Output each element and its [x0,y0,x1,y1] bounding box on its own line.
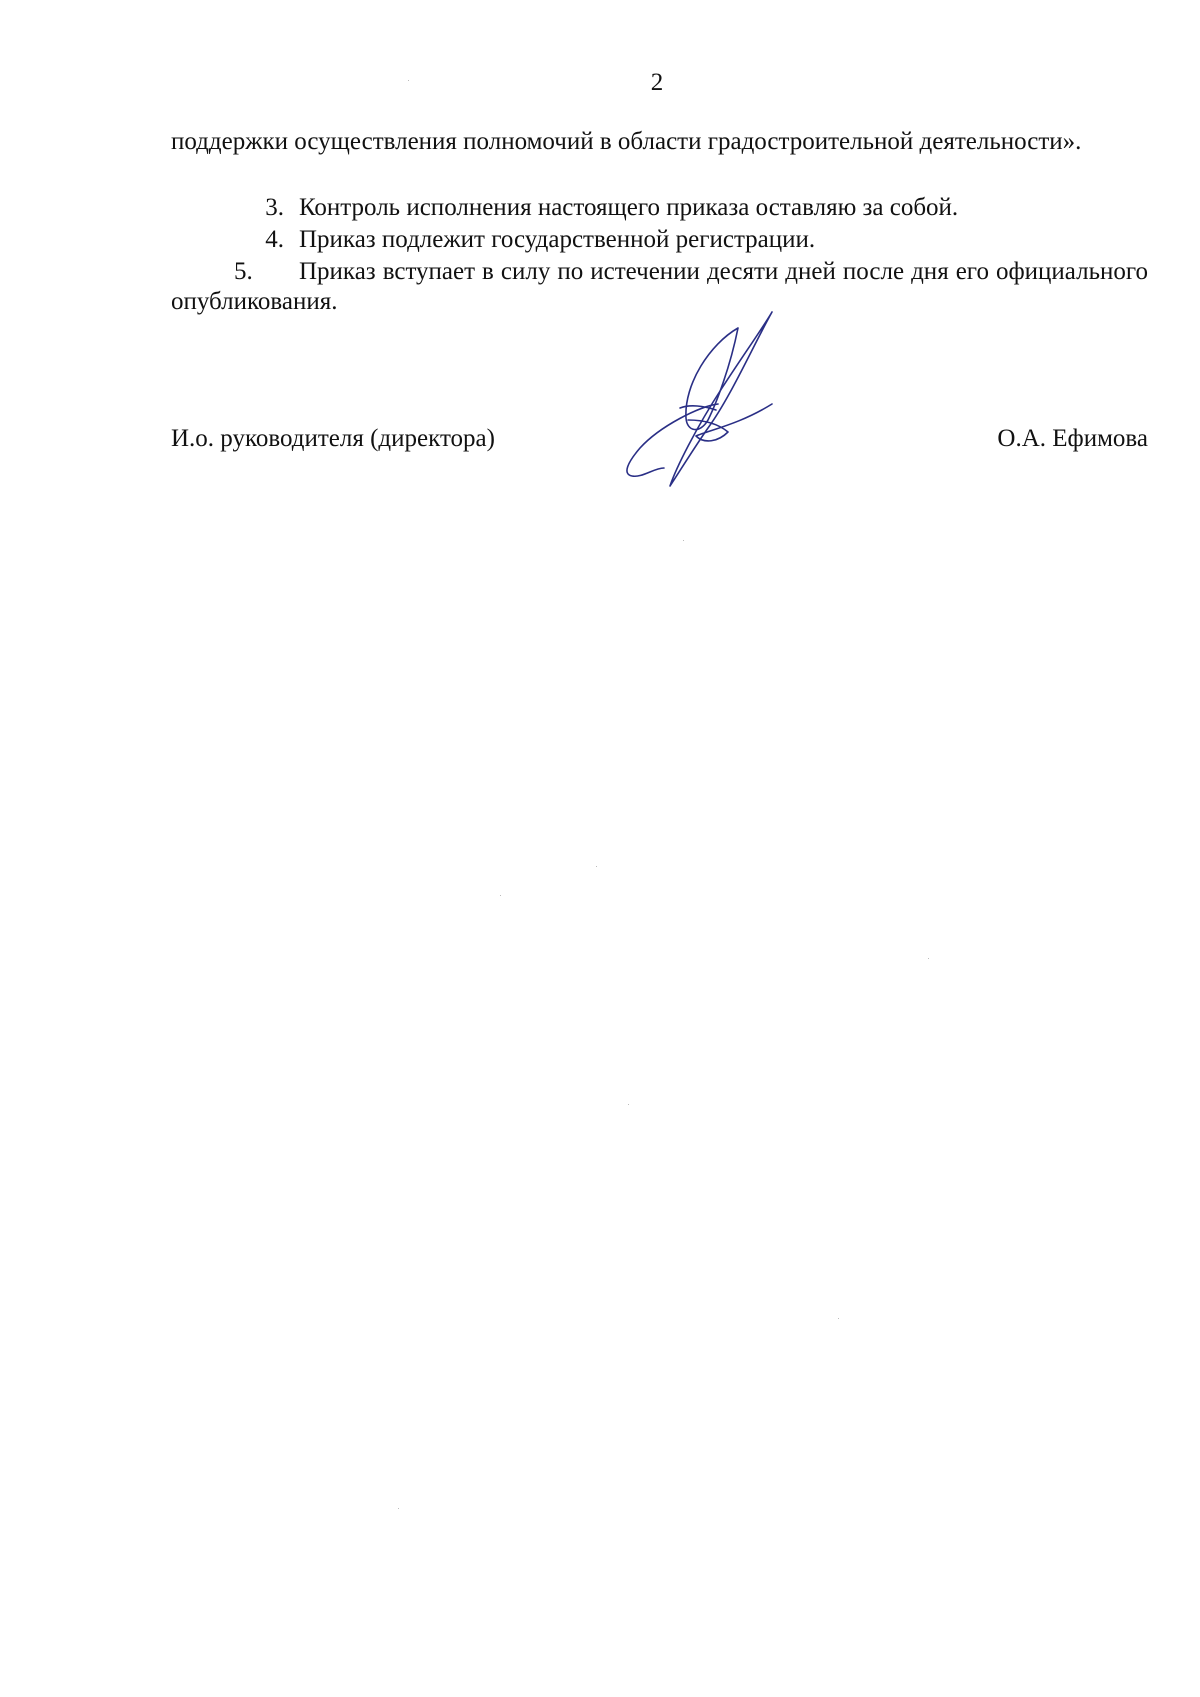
scan-speck [683,540,684,541]
list-item-4 [171,225,1148,255]
list-item-number: 3. [265,194,284,221]
list-item-text: Приказ вступает в силу по истечении десяти дней после дня его официального опубликования. [171,258,1148,315]
list-item-text: Контроль исполнения настоящего приказа оставляю за собой. [299,194,959,221]
scan-speck [838,1318,839,1319]
signatory-name: О.А. Ефимова [997,425,1148,452]
list-item-number: 5. [234,258,253,285]
page-number: 2 [650,69,664,96]
scan-speck [500,895,501,896]
scan-speck [408,80,409,81]
list-item-text: Приказ подлежит государственной регистрации. [299,226,816,253]
handwritten-signature [620,308,790,488]
paragraph-continuation: поддержки осуществления полномочий в области градостроительной деятельности». [171,128,1082,155]
scan-speck [596,866,597,867]
scan-speck [398,1508,399,1509]
list-item-3 [171,193,1148,223]
scan-speck [928,958,929,959]
list-item-number: 4. [265,226,284,253]
scan-speck [628,1104,629,1105]
signatory-title: И.о. руководителя (директора) [171,425,495,452]
